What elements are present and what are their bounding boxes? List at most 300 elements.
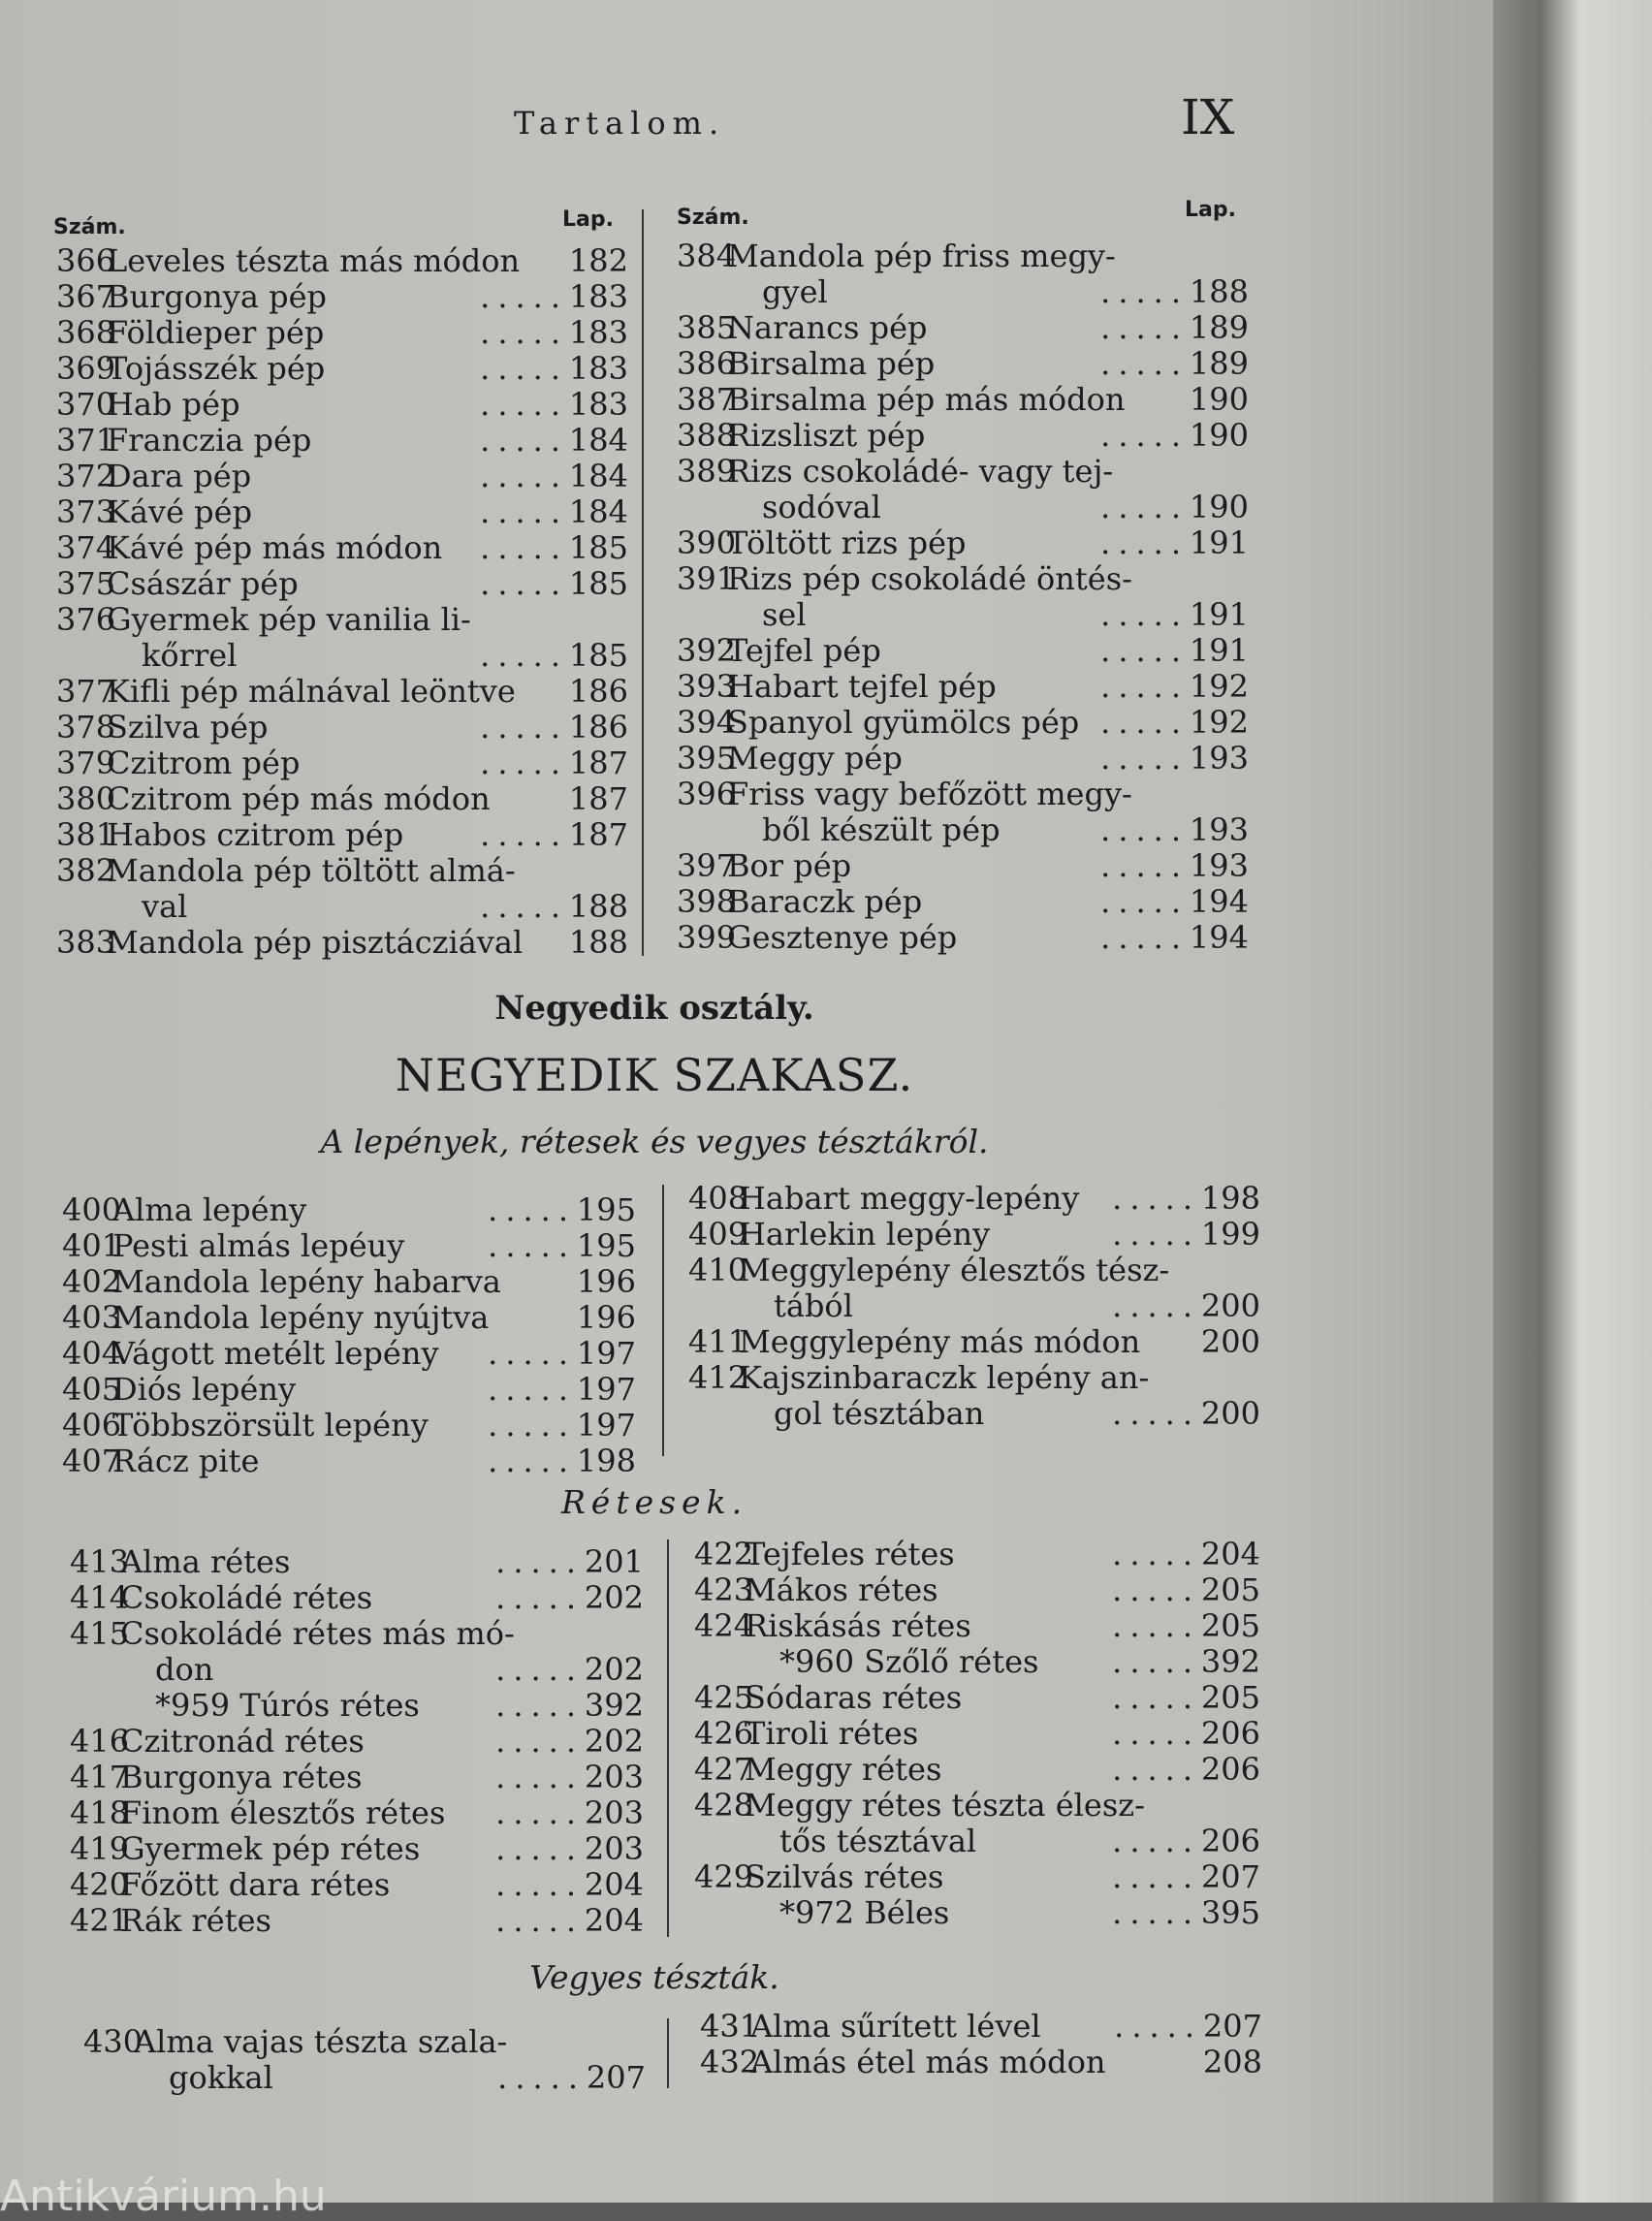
toc-entry: [694, 1537, 1260, 1572]
toc-entry: [56, 387, 628, 423]
toc-entry: [688, 1181, 1260, 1217]
entry-title: Mandola pép pisztácziával: [107, 924, 524, 961]
leader-dots: .....: [1100, 309, 1189, 346]
leader-dots: .....: [480, 314, 568, 351]
toc-retes-right: [694, 1537, 1260, 1931]
entry-number: 405: [62, 1371, 122, 1408]
toc-retes-left: [70, 1544, 644, 1939]
entry-title: Riskásás rétes: [745, 1607, 971, 1644]
leader-dots: .....: [480, 745, 568, 781]
toc-lepeny-right: [688, 1181, 1260, 1432]
entry-number: 389: [677, 453, 737, 490]
entry-title: Mandola pép friss megy-: [727, 238, 1116, 274]
leader-dots: .....: [1112, 1216, 1200, 1253]
leader-dots: .....: [480, 888, 568, 925]
entry-number: 399: [677, 919, 737, 956]
leader-dots: .....: [1112, 1536, 1200, 1572]
entry-number: 429: [694, 1858, 754, 1895]
entry-number: 378: [56, 709, 116, 746]
entry-title: Czitronád rétes: [120, 1723, 365, 1760]
toc-entry: [688, 1324, 1260, 1360]
entry-number: 396: [677, 776, 737, 812]
entry-title: Mandola pép töltött almá-: [107, 852, 516, 889]
entry-page: 198: [1200, 1180, 1260, 1217]
entry-title: Meggy rétes: [745, 1751, 942, 1788]
leader-dots: .....: [1100, 847, 1189, 884]
entry-title: gol tésztában: [774, 1395, 985, 1432]
entry-title: val: [142, 888, 188, 925]
entry-title: Narancs pép: [727, 309, 928, 346]
toc-entry: [56, 243, 628, 279]
entry-page: 204: [1200, 1536, 1260, 1572]
entry-number: 368: [56, 314, 116, 351]
entry-number: 420: [70, 1866, 130, 1903]
entry-number: 381: [56, 816, 116, 853]
entry-title: Vágott metélt lepény: [112, 1335, 439, 1372]
entry-page: 191: [1189, 632, 1249, 669]
toc-entry: [83, 2024, 646, 2060]
leader-dots: .....: [1100, 668, 1189, 705]
leader-dots: .....: [488, 1407, 576, 1444]
leader-dots: .....: [495, 1687, 584, 1724]
toc-entry: [62, 1300, 636, 1336]
entry-page: 190: [1189, 417, 1249, 454]
entry-number: 416: [70, 1723, 130, 1760]
leader-dots: .....: [1100, 417, 1189, 454]
section-heading: NEGYEDIK SZAKASZ.: [395, 1049, 914, 1101]
toc-entry: [694, 1608, 1260, 1644]
entry-page: 182: [568, 242, 628, 279]
entry-number: 371: [56, 422, 116, 459]
toc-top-right: [677, 238, 1249, 956]
entry-page: 196: [576, 1263, 636, 1300]
toc-entry: [694, 1680, 1260, 1716]
leader-dots: .....: [480, 278, 568, 315]
entry-title: Friss vagy befőzött megy-: [727, 776, 1132, 812]
entry-title: Meggylepény élesztős tész-: [739, 1252, 1170, 1288]
entry-title: Czitrom pép: [107, 745, 301, 781]
entry-page: 202: [584, 1651, 644, 1688]
toc-entry: [70, 1688, 644, 1724]
toc-entry: [56, 459, 628, 494]
toc-entry: [70, 1760, 644, 1795]
entry-title: Rizs pép csokoládé öntés-: [727, 560, 1132, 597]
entry-title: Gesztenye pép: [727, 919, 958, 956]
toc-entry: [677, 490, 1249, 525]
entry-page: 395: [1200, 1894, 1260, 1931]
toc-entry: [56, 817, 628, 853]
entry-title: *960 Szőlő rétes: [779, 1643, 1039, 1680]
entry-title: Pesti almás lepéuy: [112, 1227, 405, 1264]
entry-title: Bor pép: [727, 847, 852, 884]
entry-page: 190: [1189, 489, 1249, 525]
entry-page: 206: [1200, 1823, 1260, 1859]
toc-entry: [56, 781, 628, 817]
entry-number: 384: [677, 238, 737, 274]
entry-title: don: [155, 1651, 214, 1688]
entry-page: 199: [1200, 1216, 1260, 1253]
entry-page: 188: [568, 888, 628, 925]
leader-dots: .....: [495, 1866, 584, 1903]
toc-entry: [677, 848, 1249, 884]
entry-title: Kifli pép málnával leöntve: [107, 673, 516, 710]
entry-page: 205: [1200, 1571, 1260, 1608]
entry-title: Birsalma pép: [727, 345, 936, 382]
toc-entry: [677, 633, 1249, 669]
entry-number: 390: [677, 524, 737, 561]
toc-top-left: [56, 243, 628, 961]
entry-number: 408: [688, 1180, 748, 1217]
entry-title: Meggy pép: [727, 740, 903, 777]
toc-entry: [70, 1544, 644, 1580]
toc-entry: [62, 1408, 636, 1444]
toc-lepeny-left: [62, 1192, 636, 1479]
entry-number: 402: [62, 1263, 122, 1300]
column-header-num-left: Szám.: [53, 215, 126, 239]
leader-dots: .....: [1100, 489, 1189, 525]
entry-page: 203: [584, 1759, 644, 1795]
entry-page: 187: [568, 816, 628, 853]
entry-title: Meggylepény más módon: [739, 1323, 1141, 1360]
watermark: Antikvárium.hu: [0, 2172, 327, 2221]
entry-number: 424: [694, 1607, 754, 1644]
entry-page: 195: [576, 1227, 636, 1264]
entry-title: Tejfeles rétes: [745, 1536, 955, 1572]
entry-number: 382: [56, 852, 116, 889]
entry-title: Burgonya rétes: [120, 1759, 363, 1795]
entry-title: Habos czitrom pép: [107, 816, 404, 853]
leader-dots: .....: [1100, 883, 1189, 920]
entry-page: 187: [568, 745, 628, 781]
entry-page: 193: [1189, 847, 1249, 884]
entry-number: 377: [56, 673, 116, 710]
toc-entry: [56, 530, 628, 566]
leader-dots: .....: [480, 493, 568, 530]
entry-page: 204: [584, 1866, 644, 1903]
entry-page: 192: [1189, 668, 1249, 705]
entry-page: 207: [586, 2059, 646, 2096]
entry-title: tából: [774, 1287, 853, 1324]
entry-number: 375: [56, 565, 116, 602]
toc-entry: [694, 1644, 1260, 1680]
toc-entry: [677, 382, 1249, 418]
entry-title: Főzött dara rétes: [120, 1866, 391, 1903]
leader-dots: .....: [1112, 1287, 1200, 1324]
entry-page: 207: [1202, 2008, 1262, 2045]
entry-number: 406: [62, 1407, 122, 1444]
entry-page: 204: [584, 1902, 644, 1939]
toc-entry: [694, 1859, 1260, 1895]
entry-page: 203: [584, 1830, 644, 1867]
entry-number: 415: [70, 1615, 130, 1652]
entry-title: Leveles tészta más módon: [107, 242, 521, 279]
entry-page: 205: [1200, 1607, 1260, 1644]
entry-page: 206: [1200, 1715, 1260, 1752]
toc-entry: [56, 351, 628, 387]
toc-entry: [62, 1336, 636, 1372]
toc-entry: [83, 2060, 646, 2096]
toc-entry: [56, 710, 628, 746]
entry-title: Alma lepény: [112, 1191, 307, 1228]
entry-number: 426: [694, 1715, 754, 1752]
toc-entry: [56, 602, 628, 638]
column-divider: [662, 1185, 664, 1456]
entry-number: 422: [694, 1536, 754, 1572]
leader-dots: .....: [1100, 632, 1189, 669]
leader-dots: .....: [480, 422, 568, 459]
toc-entry: [62, 1228, 636, 1264]
entry-title: Birsalma pép más módon: [727, 381, 1126, 418]
leader-dots: .....: [1100, 740, 1189, 777]
entry-title: gokkal: [169, 2059, 273, 2096]
leader-dots: .....: [1112, 1180, 1200, 1217]
entry-number: 404: [62, 1335, 122, 1372]
entry-number: 412: [688, 1359, 748, 1396]
toc-entry: [677, 418, 1249, 454]
entry-number: 421: [70, 1902, 130, 1939]
leader-dots: .....: [488, 1335, 576, 1372]
toc-entry: [70, 1795, 644, 1831]
leader-dots: .....: [1112, 1751, 1200, 1788]
toc-entry: [677, 920, 1249, 956]
toc-entry: [677, 884, 1249, 920]
column-header-num-right: Szám.: [677, 206, 749, 230]
entry-page: 191: [1189, 596, 1249, 633]
column-divider: [642, 209, 644, 956]
entry-number: 410: [688, 1252, 748, 1288]
entry-title: kőrrel: [142, 637, 238, 674]
entry-title: Rizs csokoládé- vagy tej-: [727, 453, 1114, 490]
entry-page: 191: [1189, 524, 1249, 561]
toc-entry: [688, 1360, 1260, 1396]
entry-page: 192: [1189, 704, 1249, 741]
entry-title: gyel: [762, 273, 828, 310]
entry-number: 425: [694, 1679, 754, 1716]
entry-number: 393: [677, 668, 737, 705]
entry-title: Meggy rétes tészta élesz-: [745, 1787, 1145, 1824]
entry-page: 189: [1189, 345, 1249, 382]
entry-page: 185: [568, 637, 628, 674]
entry-page: 201: [584, 1543, 644, 1580]
entry-number: 372: [56, 458, 116, 494]
entry-title: Baraczk pép: [727, 883, 923, 920]
entry-title: Tejfel pép: [727, 632, 881, 669]
entry-page: 188: [1189, 273, 1249, 310]
leader-dots: .....: [1100, 919, 1189, 956]
entry-number: 392: [677, 632, 737, 669]
entry-number: 380: [56, 780, 116, 817]
entry-number: 391: [677, 560, 737, 597]
entry-page: 190: [1189, 381, 1249, 418]
entry-number: 413: [70, 1543, 130, 1580]
entry-title: Kávé pép más módon: [107, 529, 443, 566]
entry-title: Hab pép: [107, 386, 240, 423]
toc-entry: [62, 1264, 636, 1300]
leader-dots: .....: [495, 1830, 584, 1867]
leader-dots: .....: [480, 458, 568, 494]
leader-dots: .....: [480, 529, 568, 566]
entry-title: Mandola lepény nyújtva: [112, 1299, 490, 1336]
leader-dots: .....: [488, 1443, 576, 1479]
toc-entry: [694, 1824, 1260, 1859]
entry-page: 200: [1200, 1287, 1260, 1324]
leader-dots: .....: [480, 565, 568, 602]
entry-title: Földieper pép: [107, 314, 325, 351]
entry-number: 366: [56, 242, 116, 279]
entry-title: *959 Túrós rétes: [155, 1687, 420, 1724]
leader-dots: .....: [495, 1579, 584, 1616]
column-header-page-left: Lap.: [562, 207, 614, 232]
leader-dots: .....: [1100, 524, 1189, 561]
book-edge: [1493, 0, 1652, 2203]
leader-dots: .....: [495, 1902, 584, 1939]
toc-entry: [694, 1716, 1260, 1752]
entry-page: 184: [568, 493, 628, 530]
toc-entry: [56, 925, 628, 961]
entry-number: 428: [694, 1787, 754, 1824]
entry-title: Czitrom pép más módon: [107, 780, 491, 817]
entry-number: 423: [694, 1571, 754, 1608]
toc-entry: [56, 423, 628, 459]
toc-entry: [62, 1444, 636, 1479]
entry-number: 395: [677, 740, 737, 777]
toc-entry: [70, 1652, 644, 1688]
entry-number: 414: [70, 1579, 130, 1616]
entry-title: Rák rétes: [120, 1902, 271, 1939]
leader-dots: .....: [495, 1543, 584, 1580]
entry-number: 379: [56, 745, 116, 781]
entry-number: 407: [62, 1443, 122, 1479]
entry-page: 392: [1200, 1643, 1260, 1680]
entry-number: 409: [688, 1216, 748, 1253]
toc-vegyes-right: [700, 2009, 1262, 2080]
entry-number: 418: [70, 1794, 130, 1831]
entry-number: 376: [56, 601, 116, 638]
entry-title: Alma rétes: [120, 1543, 291, 1580]
entry-number: 367: [56, 278, 116, 315]
leader-dots: .....: [1100, 596, 1189, 633]
entry-title: Csokoládé rétes más mó-: [120, 1615, 515, 1652]
leader-dots: .....: [1100, 811, 1189, 848]
toc-entry: [70, 1616, 644, 1652]
entry-page: 195: [576, 1191, 636, 1228]
entry-title: Finom élesztős rétes: [120, 1794, 446, 1831]
entry-title: Többszörsült lepény: [112, 1407, 429, 1444]
entry-number: 400: [62, 1191, 122, 1228]
toc-vegyes-left: [83, 2024, 646, 2096]
column-header-page-right: Lap.: [1185, 198, 1236, 222]
entry-page: 188: [568, 924, 628, 961]
leader-dots: .....: [488, 1371, 576, 1408]
entry-title: Almás étel más módon: [750, 2044, 1106, 2080]
toc-entry: [70, 1724, 644, 1760]
entry-page: 184: [568, 458, 628, 494]
toc-entry: [56, 279, 628, 315]
toc-entry: [677, 705, 1249, 741]
entry-title: Franczia pép: [107, 422, 312, 459]
entry-title: ből készült pép: [762, 811, 1001, 848]
entry-page: 194: [1189, 883, 1249, 920]
toc-entry: [694, 1788, 1260, 1824]
entry-title: *972 Béles: [779, 1894, 950, 1931]
entry-page: 185: [568, 565, 628, 602]
entry-title: Császár pép: [107, 565, 299, 602]
entry-title: sodóval: [762, 489, 881, 525]
toc-entry: [677, 669, 1249, 705]
entry-page: 189: [1189, 309, 1249, 346]
entry-page: 197: [576, 1407, 636, 1444]
leader-dots: .....: [1112, 1571, 1200, 1608]
entry-page: 186: [568, 673, 628, 710]
leader-dots: .....: [480, 709, 568, 746]
toc-entry: [677, 454, 1249, 490]
entry-title: Mandola lepény habarva: [112, 1263, 501, 1300]
entry-page: 206: [1200, 1751, 1260, 1788]
entry-number: 374: [56, 529, 116, 566]
leader-dots: .....: [497, 2059, 586, 2096]
entry-page: 197: [576, 1335, 636, 1372]
entry-page: 183: [568, 314, 628, 351]
toc-entry: [677, 561, 1249, 597]
entry-page: 200: [1200, 1395, 1260, 1432]
entry-title: Alma sűrített lével: [750, 2008, 1041, 2045]
leader-dots: .....: [495, 1651, 584, 1688]
running-header-title: Tartalom.: [514, 105, 726, 142]
entry-page: 198: [576, 1443, 636, 1479]
entry-page: 200: [1200, 1323, 1260, 1360]
entry-number: 419: [70, 1830, 130, 1867]
entry-title: Sódaras rétes: [745, 1679, 963, 1716]
toc-entry: [677, 274, 1249, 310]
entry-number: 432: [700, 2044, 760, 2080]
entry-title: sel: [762, 596, 807, 633]
toc-entry: [688, 1217, 1260, 1253]
entry-page: 185: [568, 529, 628, 566]
leader-dots: .....: [1112, 1894, 1200, 1931]
column-divider: [667, 2018, 669, 2088]
entry-number: 388: [677, 417, 737, 454]
entry-number: 397: [677, 847, 737, 884]
toc-entry: [56, 853, 628, 889]
entry-number: 430: [83, 2023, 143, 2060]
entry-title: Dara pép: [107, 458, 252, 494]
entry-title: Burgonya pép: [107, 278, 328, 315]
entry-title: Habart tejfel pép: [727, 668, 997, 705]
entry-title: Kajszinbaraczk lepény an-: [739, 1359, 1150, 1396]
entry-number: 370: [56, 386, 116, 423]
entry-title: Tojásszék pép: [107, 350, 326, 387]
toc-entry: [677, 346, 1249, 382]
toc-entry: [677, 741, 1249, 777]
toc-entry: [56, 746, 628, 781]
entry-number: 403: [62, 1299, 122, 1336]
entry-page: 197: [576, 1371, 636, 1408]
entry-title: Töltött rizs pép: [727, 524, 967, 561]
entry-number: 401: [62, 1227, 122, 1264]
entry-title: Kávé pép: [107, 493, 253, 530]
leader-dots: .....: [1112, 1607, 1200, 1644]
toc-entry: [56, 566, 628, 602]
entry-page: 207: [1200, 1858, 1260, 1895]
entry-number: 387: [677, 381, 737, 418]
leader-dots: .....: [1100, 704, 1189, 741]
entry-title: Szilvás rétes: [745, 1858, 944, 1895]
leader-dots: .....: [488, 1191, 576, 1228]
toc-entry: [70, 1903, 644, 1939]
section-subtitle: A lepények, rétesek és vegyes tésztákról.: [320, 1123, 989, 1160]
leader-dots: .....: [1112, 1858, 1200, 1895]
entry-number: 369: [56, 350, 116, 387]
